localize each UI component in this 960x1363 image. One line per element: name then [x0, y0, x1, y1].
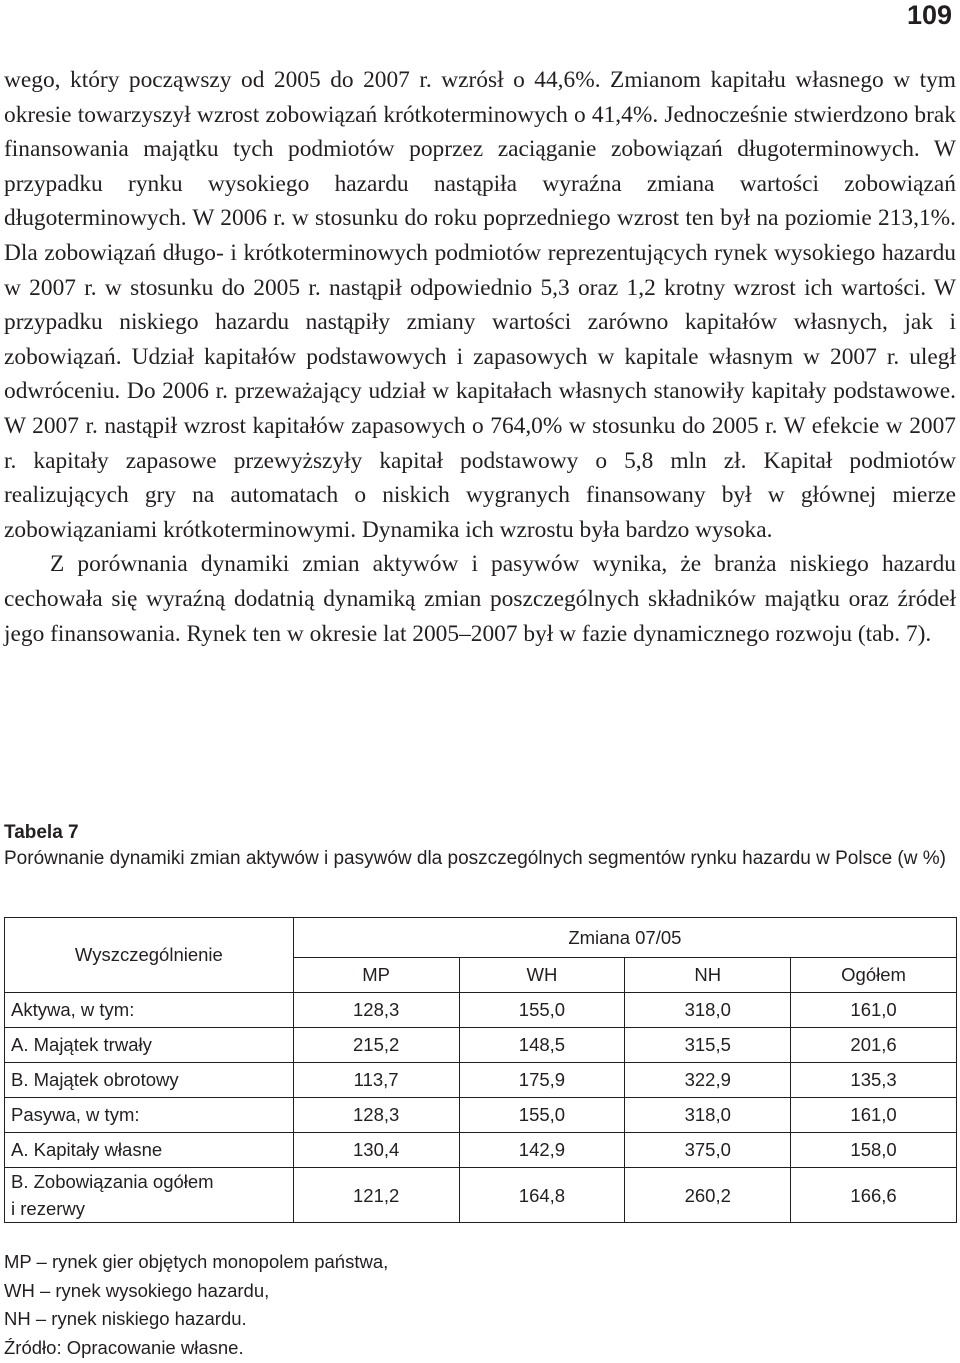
table-caption	[4, 820, 956, 872]
row-label-line: B. Zobowiązania ogółem	[11, 1171, 214, 1192]
cell-value: 148,5	[459, 1028, 625, 1063]
cell-value: 375,0	[625, 1133, 791, 1168]
note-line: NH – rynek niskiego hazardu.	[4, 1308, 247, 1329]
cell-value: 130,4	[293, 1133, 459, 1168]
cell-value: 158,0	[791, 1133, 957, 1168]
column-header-wh: WH	[459, 958, 625, 993]
row-header: Wyszczególnienie	[5, 918, 294, 993]
table-label: Tabela 7	[4, 822, 79, 843]
column-header-nh: NH	[625, 958, 791, 993]
cell-value: 201,6	[791, 1028, 957, 1063]
table-row	[5, 1133, 957, 1168]
table-row	[5, 1098, 957, 1133]
cell-value: 155,0	[459, 1098, 625, 1133]
column-header-mp: MP	[293, 958, 459, 993]
body-text	[4, 63, 956, 651]
cell-value: 142,9	[459, 1133, 625, 1168]
cell-value: 135,3	[791, 1063, 957, 1098]
table-row	[5, 993, 957, 1028]
table-notes	[4, 1248, 956, 1362]
paragraph-2: Z porównania dynamiki zmian aktywów i pasywów wynika, że branża niskiego hazardu cechowała się wyraźną dodatnią dynamiką zmian poszczególnych składników majątku oraz źródeł jego finansowania. Rynek ten w okresie lat 2005–2007 był w fazie dynamicznego rozwoju (tab. 7).	[4, 551, 956, 647]
row-label: Pasywa, w tym:	[5, 1098, 294, 1133]
cell-value: 161,0	[791, 1098, 957, 1133]
cell-value: 155,0	[459, 993, 625, 1028]
row-label: A. Majątek trwały	[5, 1028, 294, 1063]
cell-value: 121,2	[293, 1168, 459, 1223]
group-header: Zmiana 07/05	[293, 918, 956, 958]
cell-value: 318,0	[625, 993, 791, 1028]
row-label	[5, 1168, 294, 1223]
row-label: B. Majątek obrotowy	[5, 1063, 294, 1098]
cell-value: 128,3	[293, 1098, 459, 1133]
source-line: Źródło: Opracowanie własne.	[4, 1336, 244, 1358]
cell-value: 175,9	[459, 1063, 625, 1098]
cell-value: 161,0	[791, 993, 957, 1028]
paragraph-1: wego, który począwszy od 2005 do 2007 r. wzrósł o 44,6%. Zmianom kapitału własnego w tym okresie towarzyszył wzrost zobowiązań krótkoterminowych o 41,4%. Jednocześnie stwierdzono brak finansowania majątku tych podmiotów poprzez zaciąganie zobowiązań długoterminowych. W przypadku rynku wysokiego hazardu nastąpiła wyraźna zmiana wartości zobowiązań długoterminowych. W 2006 r. w stosunku do roku poprzedniego wzrost ten był na poziomie 213,1%. Dla zobowiązań długo- i krótkoterminowych podmiotów reprezentujących rynek wysokiego hazardu w 2007 r. w stosunku do 2005 r. nastąpił odpowiednio 5,3 oraz 1,2 krotny wzrost ich wartości. W przypadku niskiego hazardu nastąpiły zmiany wartości zarówno kapitałów własnych, jak i zobowiązań. Udział kapitałów podstawowych i zapasowych w kapitale własnym w 2007 r. uległ odwróceniu. Do 2006 r. przeważający udział w kapitałach własnych stanowiły kapitały podstawowe. W 2007 r. nastąpił wzrost kapitałów zapasowych o 764,0% w stosunku do 2005 r. W efekcie w 2007 r. kapitały zapasowe przewyższyły kapitał podstawowy o 5,8 mln zł. Kapitał podmiotów realizujących gry na automatach o niskich wygranych finansowany był w głównej mierze zobowiązaniami krótkoterminowymi. Dynamika ich wzrostu była bardzo wysoka.	[4, 67, 956, 543]
cell-value: 215,2	[293, 1028, 459, 1063]
row-label: Aktywa, w tym:	[5, 993, 294, 1028]
table-title: Porównanie dynamiki zmian aktywów i pasywów dla poszczególnych segmentów rynku hazardu w Polsce (w %)	[4, 848, 946, 869]
table-row	[5, 1168, 957, 1223]
row-label: A. Kapitały własne	[5, 1133, 294, 1168]
page-number: 109	[906, 0, 952, 30]
cell-value: 113,7	[293, 1063, 459, 1098]
cell-value: 164,8	[459, 1168, 625, 1223]
cell-value: 318,0	[625, 1098, 791, 1133]
cell-value: 128,3	[293, 993, 459, 1028]
cell-value: 260,2	[625, 1168, 791, 1223]
table-row	[5, 1063, 957, 1098]
comparison-table	[4, 917, 957, 1223]
note-line: MP – rynek gier objętych monopolem państwa,	[4, 1251, 389, 1272]
cell-value: 315,5	[625, 1028, 791, 1063]
row-label-line: i rezerwy	[11, 1198, 86, 1219]
table-row	[5, 1028, 957, 1063]
cell-value: 166,6	[791, 1168, 957, 1223]
cell-value: 322,9	[625, 1063, 791, 1098]
note-line: WH – rynek wysokiego hazardu,	[4, 1279, 270, 1301]
column-header-total: Ogółem	[791, 958, 957, 993]
